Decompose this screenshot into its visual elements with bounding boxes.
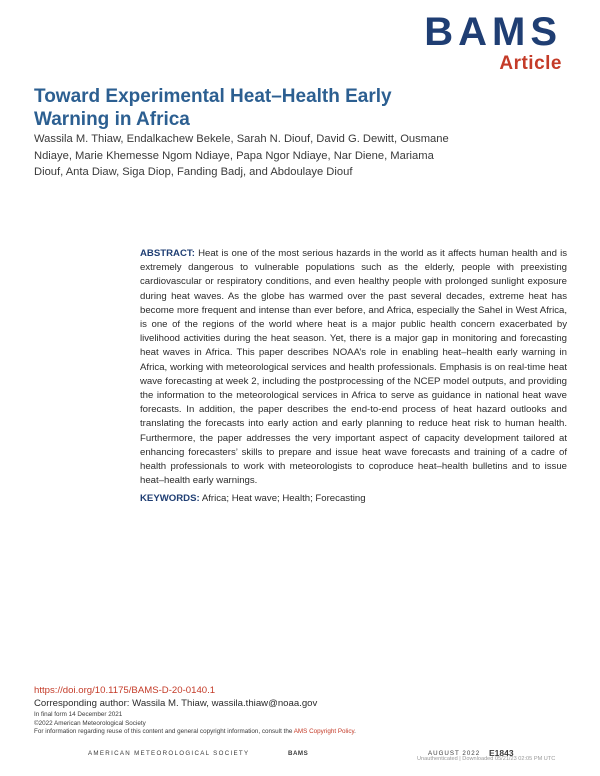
download-stamp: Unauthenticated | Downloaded 05/21/23 02:05 PM UTC — [417, 756, 556, 762]
issue-date: AUGUST 2022 — [428, 750, 481, 757]
article-title: Toward Experimental Heat–Health Early Warning in Africa — [34, 86, 392, 130]
society-name: AMERICAN METEOROLOGICAL SOCIETY — [88, 750, 250, 757]
keywords-text: Africa; Heat wave; Health; Forecasting — [201, 493, 366, 504]
corresponding-author: Corresponding author: Wassila M. Thiaw, wassila.thiaw@noaa.gov — [34, 698, 318, 709]
article-type-label: Article — [499, 53, 562, 74]
keywords-label: KEYWORDS: — [140, 493, 200, 504]
reuse-end: . — [354, 728, 356, 736]
journal-name: BAMS — [288, 750, 309, 757]
copyright-policy-link[interactable]: AMS Copyright Policy — [293, 728, 355, 736]
logo-word: BAMS — [424, 10, 562, 54]
article-footer-info — [34, 684, 554, 737]
abstract-label: ABSTRACT: — [140, 248, 195, 259]
abstract — [140, 247, 567, 488]
bams-logo — [424, 10, 562, 74]
reuse-notice — [34, 728, 554, 737]
keywords — [140, 492, 567, 506]
reuse-text: For information regarding reuse of this content and general copyright information, consult the — [34, 728, 293, 736]
final-form-date: In final form 14 December 2021 — [34, 711, 123, 718]
page-number: E1843 — [489, 748, 514, 758]
abstract-text: Heat is one of the most serious hazards in the world as it affects human health and is extremely dangerous to vulnerable populations such as the elderly, people with preexisting cardiovascular or respiratory conditions, and even healthy people with prolonged sunlight exposure during heat waves. As the globe has warmed over the past several decades, extreme heat has become more frequent and intense than ever before, and Africa, especially the Sahel in West Africa, is one of the regions of the world where heat is a major public health concern exacerbated by livelihood activities during the heat season. Yet, there is a major gap in monitoring and forecasting heat waves in Africa. This paper describes NOAA’s role in enabling heat–health early warning in Africa, working with meteorological services and health professionals. Emphasis is on real-time heat wave forecasting at week 2, including the postprocessing of the NCEP model outputs, and providing the information to the meteorological services in Africa to serve as guidance in national heat wave forecasts. In addition, the paper describes the end-to-end process of heat hazard outlooks and translating the forecasts into early action and early planning to reduce heat risk to human health. Furthermore, the paper addresses the very important aspect of capacity development tailored at enhancing forecasters’ skills to prepare and issue heat wave forecasts and training of a cadre of health professionals to work with meteorologists to coproduce heat–health bulletins and to issue heat–health early warnings. — [140, 248, 568, 487]
doi-link[interactable]: https://doi.org/10.1175/BAMS-D-20-0140.1 — [34, 685, 216, 696]
author-list: Wassila M. Thiaw, Endalkachew Bekele, Sarah N. Diouf, David G. Dewitt, Ousmane Ndiaye, Marie Khemesse Ngom Ndiaye, Papa Ngor Ndiaye, Nar Diene, Mariama Diouf, Anta Diaw, Siga Diop, Fanding Badj, and Abdoulaye Diouf — [34, 133, 449, 178]
copyright-line: ©2022 American Meteorological Society — [34, 719, 146, 727]
